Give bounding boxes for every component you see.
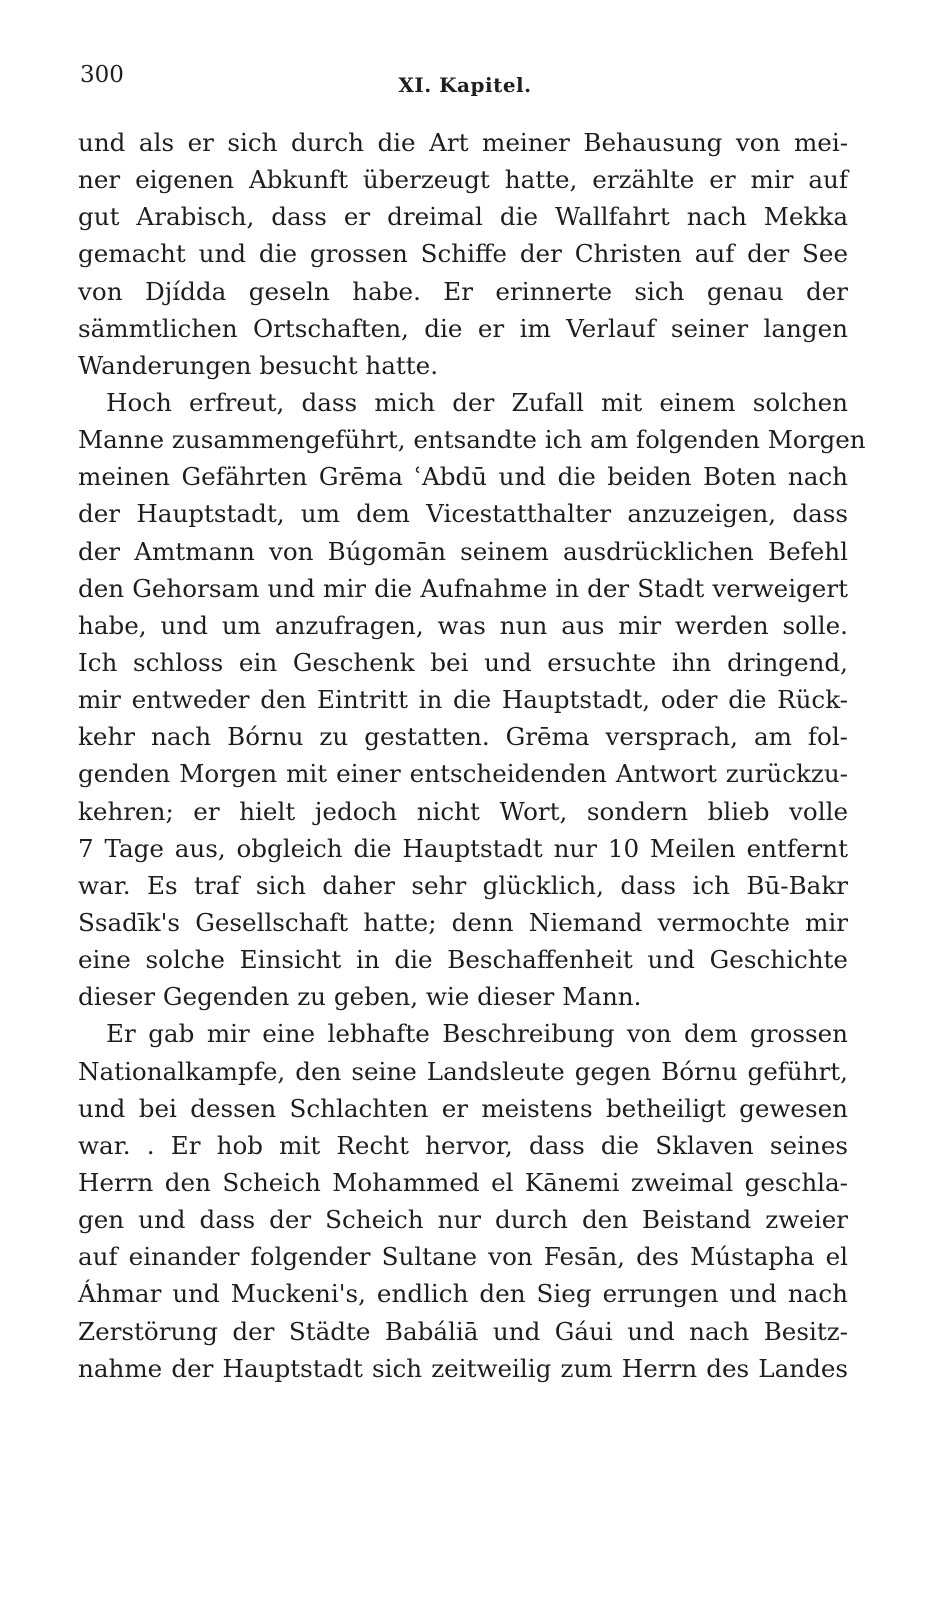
text-line: Nationalkampfe, den seine Landsleute gegen Bórnu geführt, [78, 1056, 848, 1086]
paragraph [78, 124, 848, 384]
text-line: war. . Er hob mit Recht hervor, dass die Sklaven seines [78, 1130, 848, 1160]
text-line: ner eigenen Abkunft überzeugt hatte, erzählte er mir auf [78, 165, 848, 195]
text-line: genden Morgen mit einer entscheidenden Antwort zurückzu- [78, 759, 848, 789]
text-line: Manne zusammengeführt, entsandte ich am folgenden Morgen [78, 425, 866, 455]
text-line: gut Arabisch, dass er dreimal die Wallfahrt nach Mekka [78, 202, 848, 232]
text-line: habe, und um anzufragen, was nun aus mir werden solle. [78, 610, 848, 640]
text-line: den Gehorsam und mir die Aufnahme in der Stadt verweigert [78, 573, 848, 603]
text-line: Áhmar und Muckeni's, endlich den Sieg errungen und nach [78, 1279, 848, 1309]
paragraph [78, 1015, 848, 1386]
text-line: Hoch erfreut, dass mich der Zufall mit einem solchen [106, 387, 848, 417]
text-line: Ssadīk's Gesellschaft hatte; denn Niemand vermochte mir [78, 907, 848, 937]
body-text [78, 124, 866, 1387]
text-line: gen und dass der Scheich nur durch den Beistand zweier [78, 1205, 848, 1235]
text-line: nahme der Hauptstadt sich zeitweilig zum Herrn des Landes [78, 1353, 848, 1383]
text-line: auf einander folgender Sultane von Fesān, des Mústapha el [78, 1242, 848, 1272]
text-line: Zerstörung der Städte Babáliā und Gáui und nach Besitz- [78, 1316, 848, 1346]
text-line: Ich schloss ein Geschenk bei und ersuchte ihn dringend, [78, 647, 848, 677]
text-line: Herrn den Scheich Mohammed el Kānemi zweimal geschla- [78, 1167, 848, 1197]
text-line: mir entweder den Eintritt in die Hauptstadt, oder die Rück- [78, 685, 848, 715]
text-line: Er gab mir eine lebhafte Beschreibung von dem grossen [106, 1019, 848, 1049]
text-line: sämmtlichen Ortschaften, die er im Verlauf seiner langen [78, 313, 848, 343]
text-line: 7 Tage aus, obgleich die Hauptstadt nur 10 Meilen entfernt [78, 833, 848, 863]
text-line: eine solche Einsicht in die Beschaffenheit und Geschichte [78, 945, 848, 975]
text-line: Wanderungen besucht hatte. [78, 350, 439, 380]
paragraph [78, 384, 866, 1015]
text-line: der Amtmann von Búgomān seinem ausdrücklichen Befehl [78, 536, 848, 566]
text-line: gemacht und die grossen Schiffe der Christen auf der See [78, 239, 848, 269]
text-line: der Hauptstadt, um dem Vicestatthalter anzuzeigen, dass [78, 499, 848, 529]
text-line: und als er sich durch die Art meiner Behausung von mei- [78, 128, 848, 157]
text-line: meinen Gefährten Grēma ʿAbdū und die beiden Boten nach [78, 462, 848, 492]
text-line: kehr nach Bórnu zu gestatten. Grēma versprach, am fol- [78, 722, 848, 752]
page-number: 300 [80, 62, 124, 88]
text-line: war. Es traf sich daher sehr glücklich, dass ich Bū-Bakr [78, 870, 848, 900]
text-line: dieser Gegenden zu geben, wie dieser Mann. [78, 982, 642, 1012]
text-line: und bei dessen Schlachten er meistens betheiligt gewesen [78, 1093, 848, 1123]
running-head: XI. Kapitel. [398, 73, 532, 97]
text-line: kehren; er hielt jedoch nicht Wort, sondern blieb volle [78, 796, 848, 826]
text-line: von Djídda geseln habe. Er erinnerte sich genau der [78, 276, 848, 306]
